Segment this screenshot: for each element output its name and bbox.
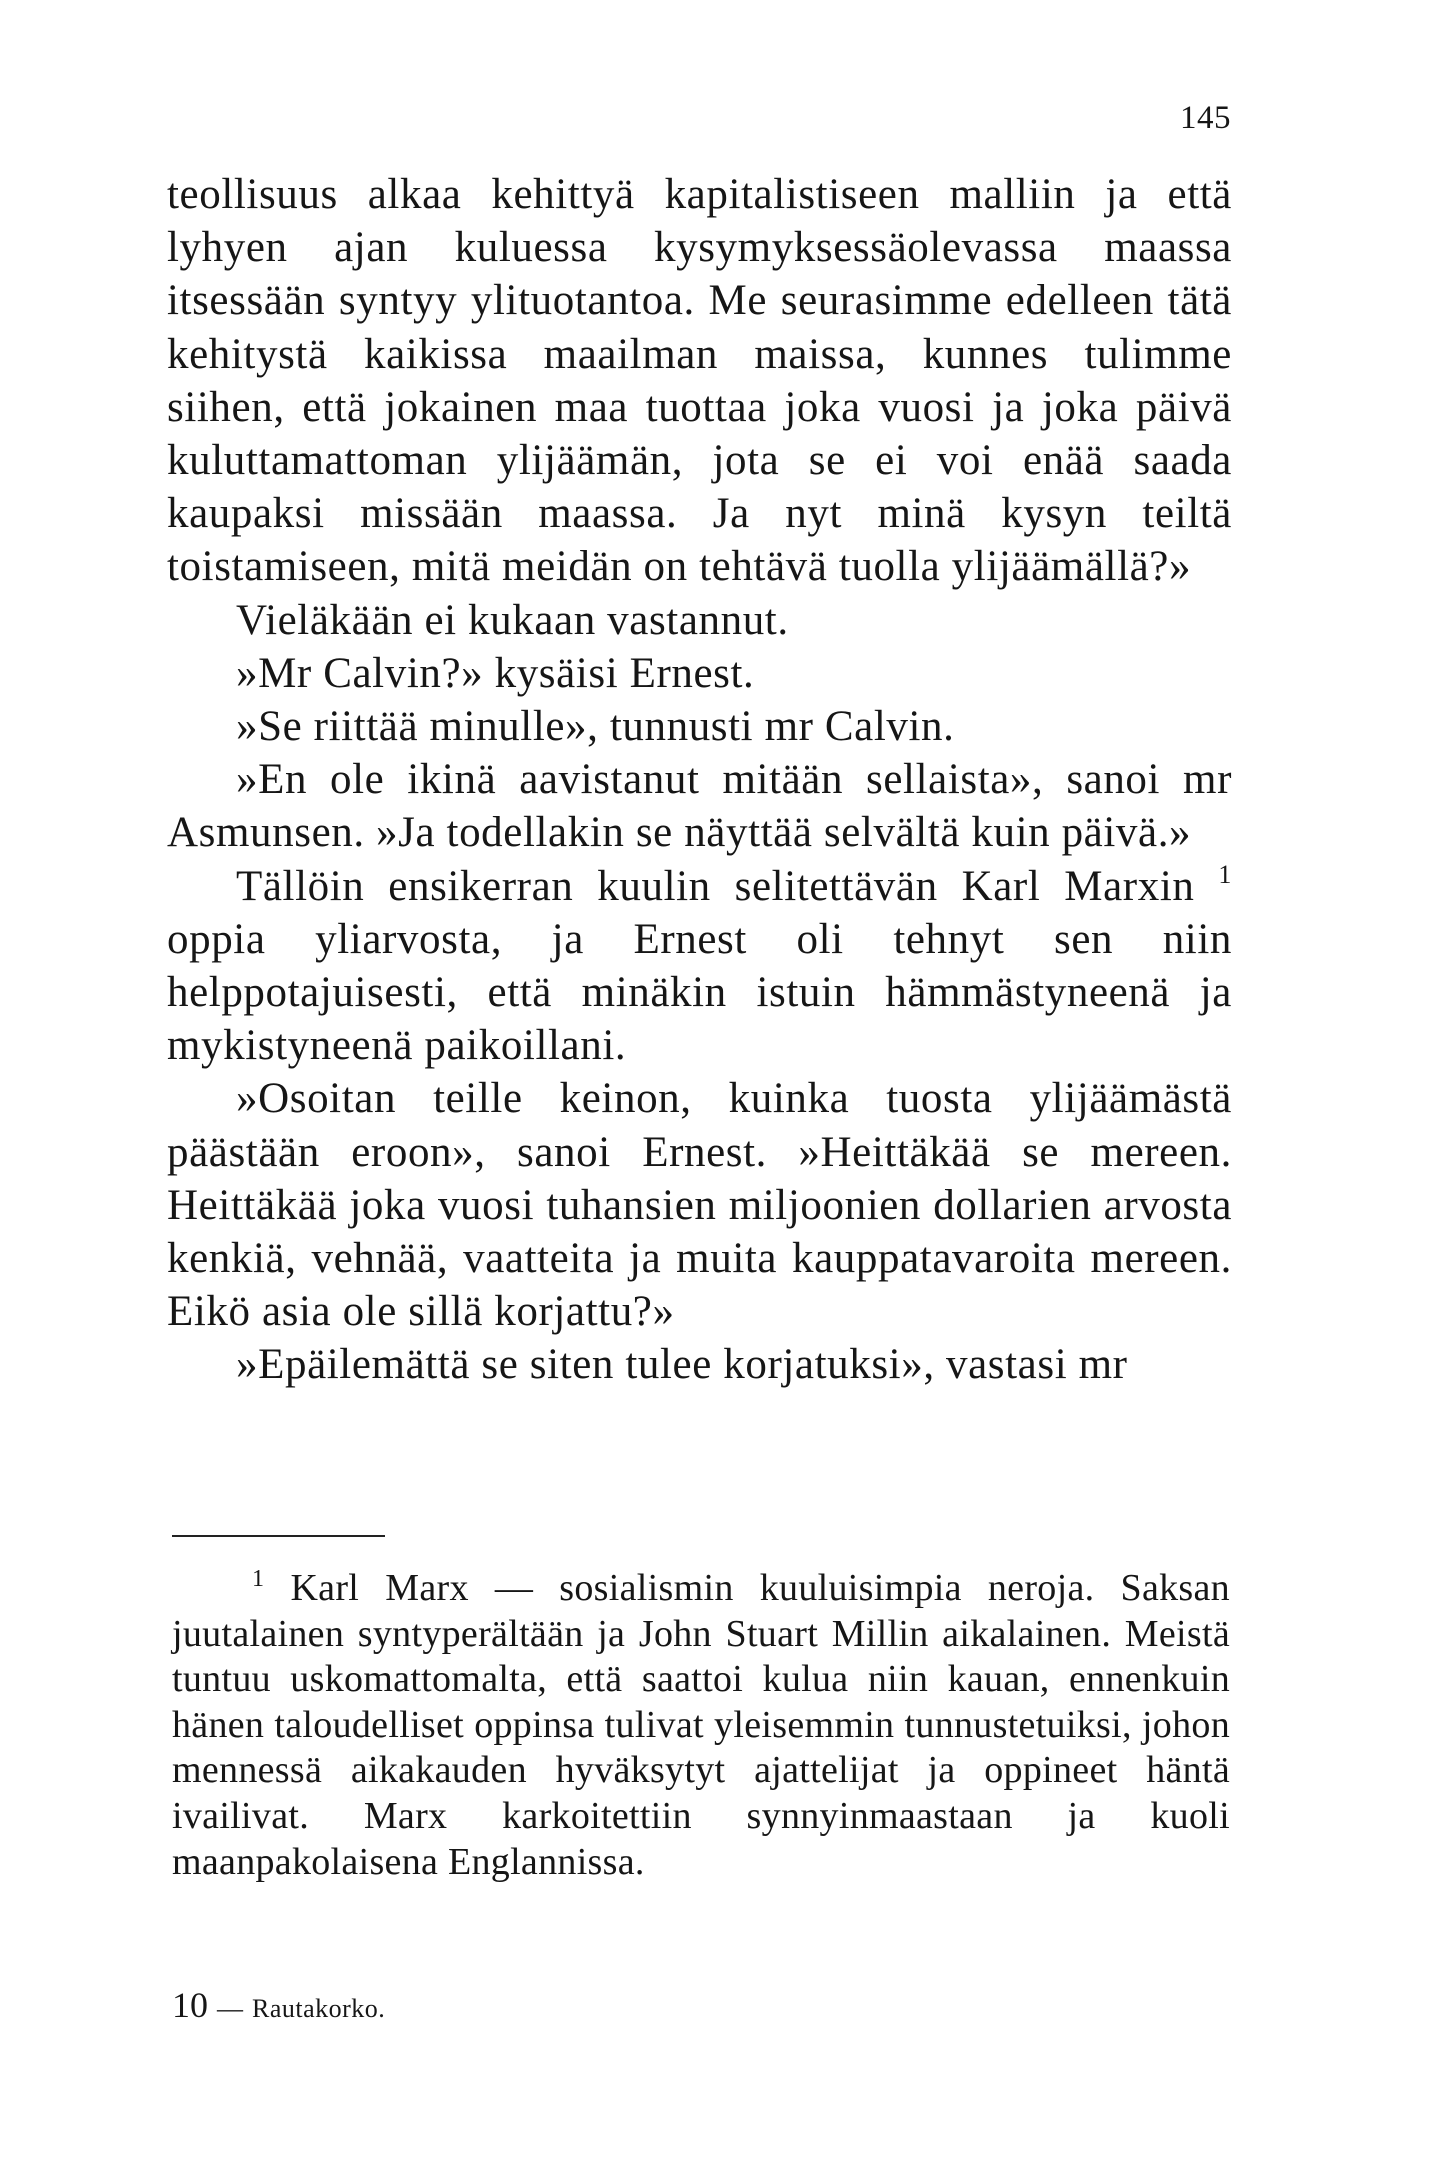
signature-separator: —	[217, 1994, 243, 2023]
main-text	[167, 168, 1232, 1392]
paragraph-rest: oppia yliarvosta, ja Ernest oli tehnyt sen niin helppotajuisesti, että minäkin istuin hämmästyneenä ja mykistyneenä paikoillani.	[167, 915, 1232, 1070]
printer-signature	[172, 1985, 385, 2029]
paragraph: »Epäilemättä se siten tulee korjatuksi», vastasi mr	[236, 1341, 1128, 1389]
footnote-marker: 1	[252, 1566, 265, 1592]
footnote-text: Karl Marx — sosialismin kuuluisimpia neroja. Saksan juutalainen syntyperältään ja John Stuart Millin aikalainen. Meistä tuntuu uskomattomalta, että saattoi kulua niin kauan, ennenkuin hänen taloudelliset oppinsa tulivat yleisemmin tunnustetuiksi, johon mennessä aikakauden hyväksytyt ajattelijat ja oppineet häntä ivailivat. Marx karkoitettiin synnyinmaastaan ja kuoli maanpakolaisena Englannissa.	[172, 1567, 1230, 1883]
page-number: 145	[1180, 100, 1231, 136]
paragraph-with-footnote-ref	[167, 860, 1232, 1073]
paragraph: Vieläkään ei kukaan vastannut.	[236, 596, 789, 644]
footnote-paragraph	[172, 1566, 1230, 1885]
footnote-reference: 1	[1218, 859, 1232, 889]
paragraph: »En ole ikinä aavistanut mitään sellaista», sanoi mr Asmunsen. »Ja todellakin se näyttää selvältä kuin päivä.»	[167, 756, 1232, 857]
footnote	[172, 1566, 1230, 1885]
paragraph-lead: Tällöin ensikerran kuulin selitettävän Karl Marxin	[236, 862, 1195, 910]
signature-title: Rautakorko.	[252, 1994, 386, 2023]
paragraph: teollisuus alkaa kehittyä kapitalistiseen malliin ja että lyhyen ajan kuluessa kysymyksessäolevassa maassa itsessään syntyy ylituotantoa. Me seurasimme edelleen tätä kehitystä kaikissa maailman maissa, kunnes tulimme siihen, että jokainen maa tuottaa joka vuosi ja joka päivä kuluttamattoman ylijäämän, jota se ei voi enää saada kaupaksi missään maassa. Ja nyt minä kysyn teiltä toistamiseen, mitä meidän on tehtävä tuolla ylijäämällä?»	[167, 171, 1232, 591]
paragraph: »Osoitan teille keinon, kuinka tuosta ylijäämästä päästään eroon», sanoi Ernest. »Heittäkää se mereen. Heittäkää joka vuosi tuhansien miljoonien dollarien arvosta kenkiä, vehnää, vaatteita ja muita kauppatavaroita mereen. Eikö asia ole sillä korjattu?»	[167, 1075, 1232, 1336]
paragraph: »Se riittää minulle», tunnusti mr Calvin.	[236, 703, 955, 751]
signature-number: 10	[172, 1985, 208, 2025]
footnote-divider	[172, 1535, 385, 1537]
paragraph: »Mr Calvin?» kysäisi Ernest.	[236, 649, 755, 697]
